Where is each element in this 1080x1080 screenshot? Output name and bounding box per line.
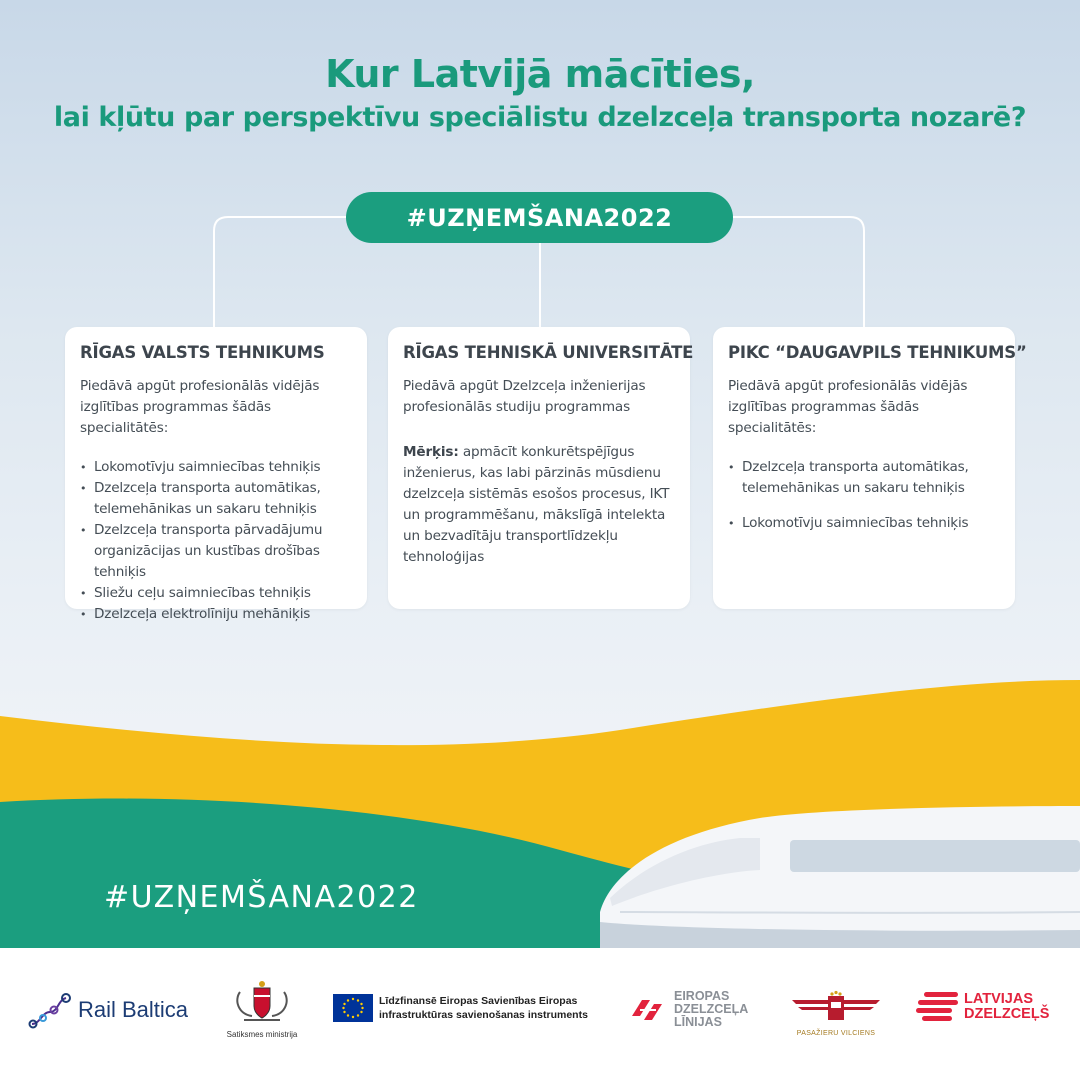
eu-text-line1: Līdzfinansē Eiropas Savienības Eiropas: [379, 995, 578, 1007]
rail-baltica-icon: [28, 990, 72, 1030]
ld-text: [964, 992, 1049, 1022]
card-intro: Piedāvā apgūt profesionālās vidējās izglītības programmas šādās specialitātēs:: [728, 378, 968, 436]
headline-subtitle: lai kļūtu par perspektīvu speciālistu dzelzceļa transporta nozarē?: [53, 102, 1027, 133]
eu-flag-icon: [333, 994, 373, 1022]
specialty-list: [728, 457, 1001, 534]
goal-text: apmācīt konkurētspējīgus inženierus, kas labi pārzinās mūsdienu dzelzceļa sistēmās esošos procesus, IKT un programmēšanu, mākslīgā intelekta un bezvadītāju transportlīdzekļu tehnoloģijas: [403, 444, 670, 565]
card-intro: Piedāvā apgūt profesionālās vidējās izglītības programmas šādās specialitātēs:: [80, 378, 320, 436]
edl-text-line3: LĪNIJAS: [674, 1015, 722, 1029]
pasazieru-vilciens-logo: [790, 990, 882, 1037]
list-item: • Lokomotīvju saimniecības tehniķis: [80, 457, 353, 478]
rail-baltica-logo: [28, 990, 188, 1030]
hashtag-pill: #UZŅEMŠANA2022: [346, 192, 733, 243]
card-goal: [403, 442, 676, 568]
ministry-logo: [222, 978, 302, 1039]
eu-cofunding-logo: [333, 994, 588, 1022]
card-daugavpils-tehnikums: [713, 327, 1027, 609]
card-intro: Piedāvā apgūt Dzelzceļa inženierijas profesionālās studiju programmas: [403, 378, 646, 415]
headline-title: Kur Latvijā mācīties,: [325, 52, 755, 96]
card-rigas-valsts-tehnikums: [65, 327, 367, 622]
card-title: PIKC “DAUGAVPILS TEHNIKUMS”: [728, 343, 1027, 362]
list-item: • Dzelzceļa elektrolīniju mehāniķis: [80, 604, 353, 625]
edl-text: [674, 990, 748, 1029]
edl-icon: [630, 994, 668, 1026]
specialty-list: [80, 457, 353, 625]
card-title: RĪGAS TEHNISKĀ UNIVERSITĀTE: [403, 343, 694, 362]
hashtag-bottom: #UZŅEMŠANA2022: [104, 880, 419, 915]
list-item: • Sliežu ceļu saimniecības tehniķis: [80, 583, 353, 604]
list-item: • Dzelzceļa transporta automātikas, telemehānikas un sakaru tehniķis: [80, 478, 353, 520]
headline: [0, 52, 1080, 133]
pv-text: PASAŽIERU VILCIENS: [796, 1030, 876, 1037]
pv-wings-icon: [790, 990, 882, 1024]
list-item: • Lokomotīvju saimniecības tehniķis: [728, 513, 1001, 534]
edl-text-line2: DZELZCEĻA: [674, 1002, 749, 1016]
ld-text-line2: DZELZCEĻŠ: [964, 1006, 1050, 1022]
eu-text-line2: infrastruktūras savienošanas instruments: [379, 1009, 588, 1021]
eu-text: [379, 994, 588, 1022]
ld-icon: [916, 990, 960, 1024]
list-item: • Dzelzceļa transporta pārvadājumu organizācijas un kustības drošības tehniķis: [80, 520, 353, 583]
coat-of-arms-icon: [230, 978, 294, 1024]
card-rigas-tehniska-universitate: [388, 327, 694, 609]
ministry-text: Satiksmes ministrija: [226, 1030, 298, 1039]
latvijas-dzelzcels-logo: [916, 990, 1049, 1024]
card-title: RĪGAS VALSTS TEHNIKUMS: [80, 343, 325, 362]
goal-label: Mērķis:: [403, 444, 459, 460]
ld-text-line1: LATVIJAS: [964, 991, 1034, 1007]
eiropas-dzelzcela-linijas-logo: [630, 990, 748, 1029]
list-item: • Dzelzceļa transporta automātikas, telemehānikas un sakaru tehniķis: [728, 457, 1001, 499]
edl-text-line1: EIROPAS: [674, 989, 730, 1003]
rail-baltica-text: Rail Baltica: [78, 997, 189, 1022]
connector-lines: [0, 0, 1080, 340]
